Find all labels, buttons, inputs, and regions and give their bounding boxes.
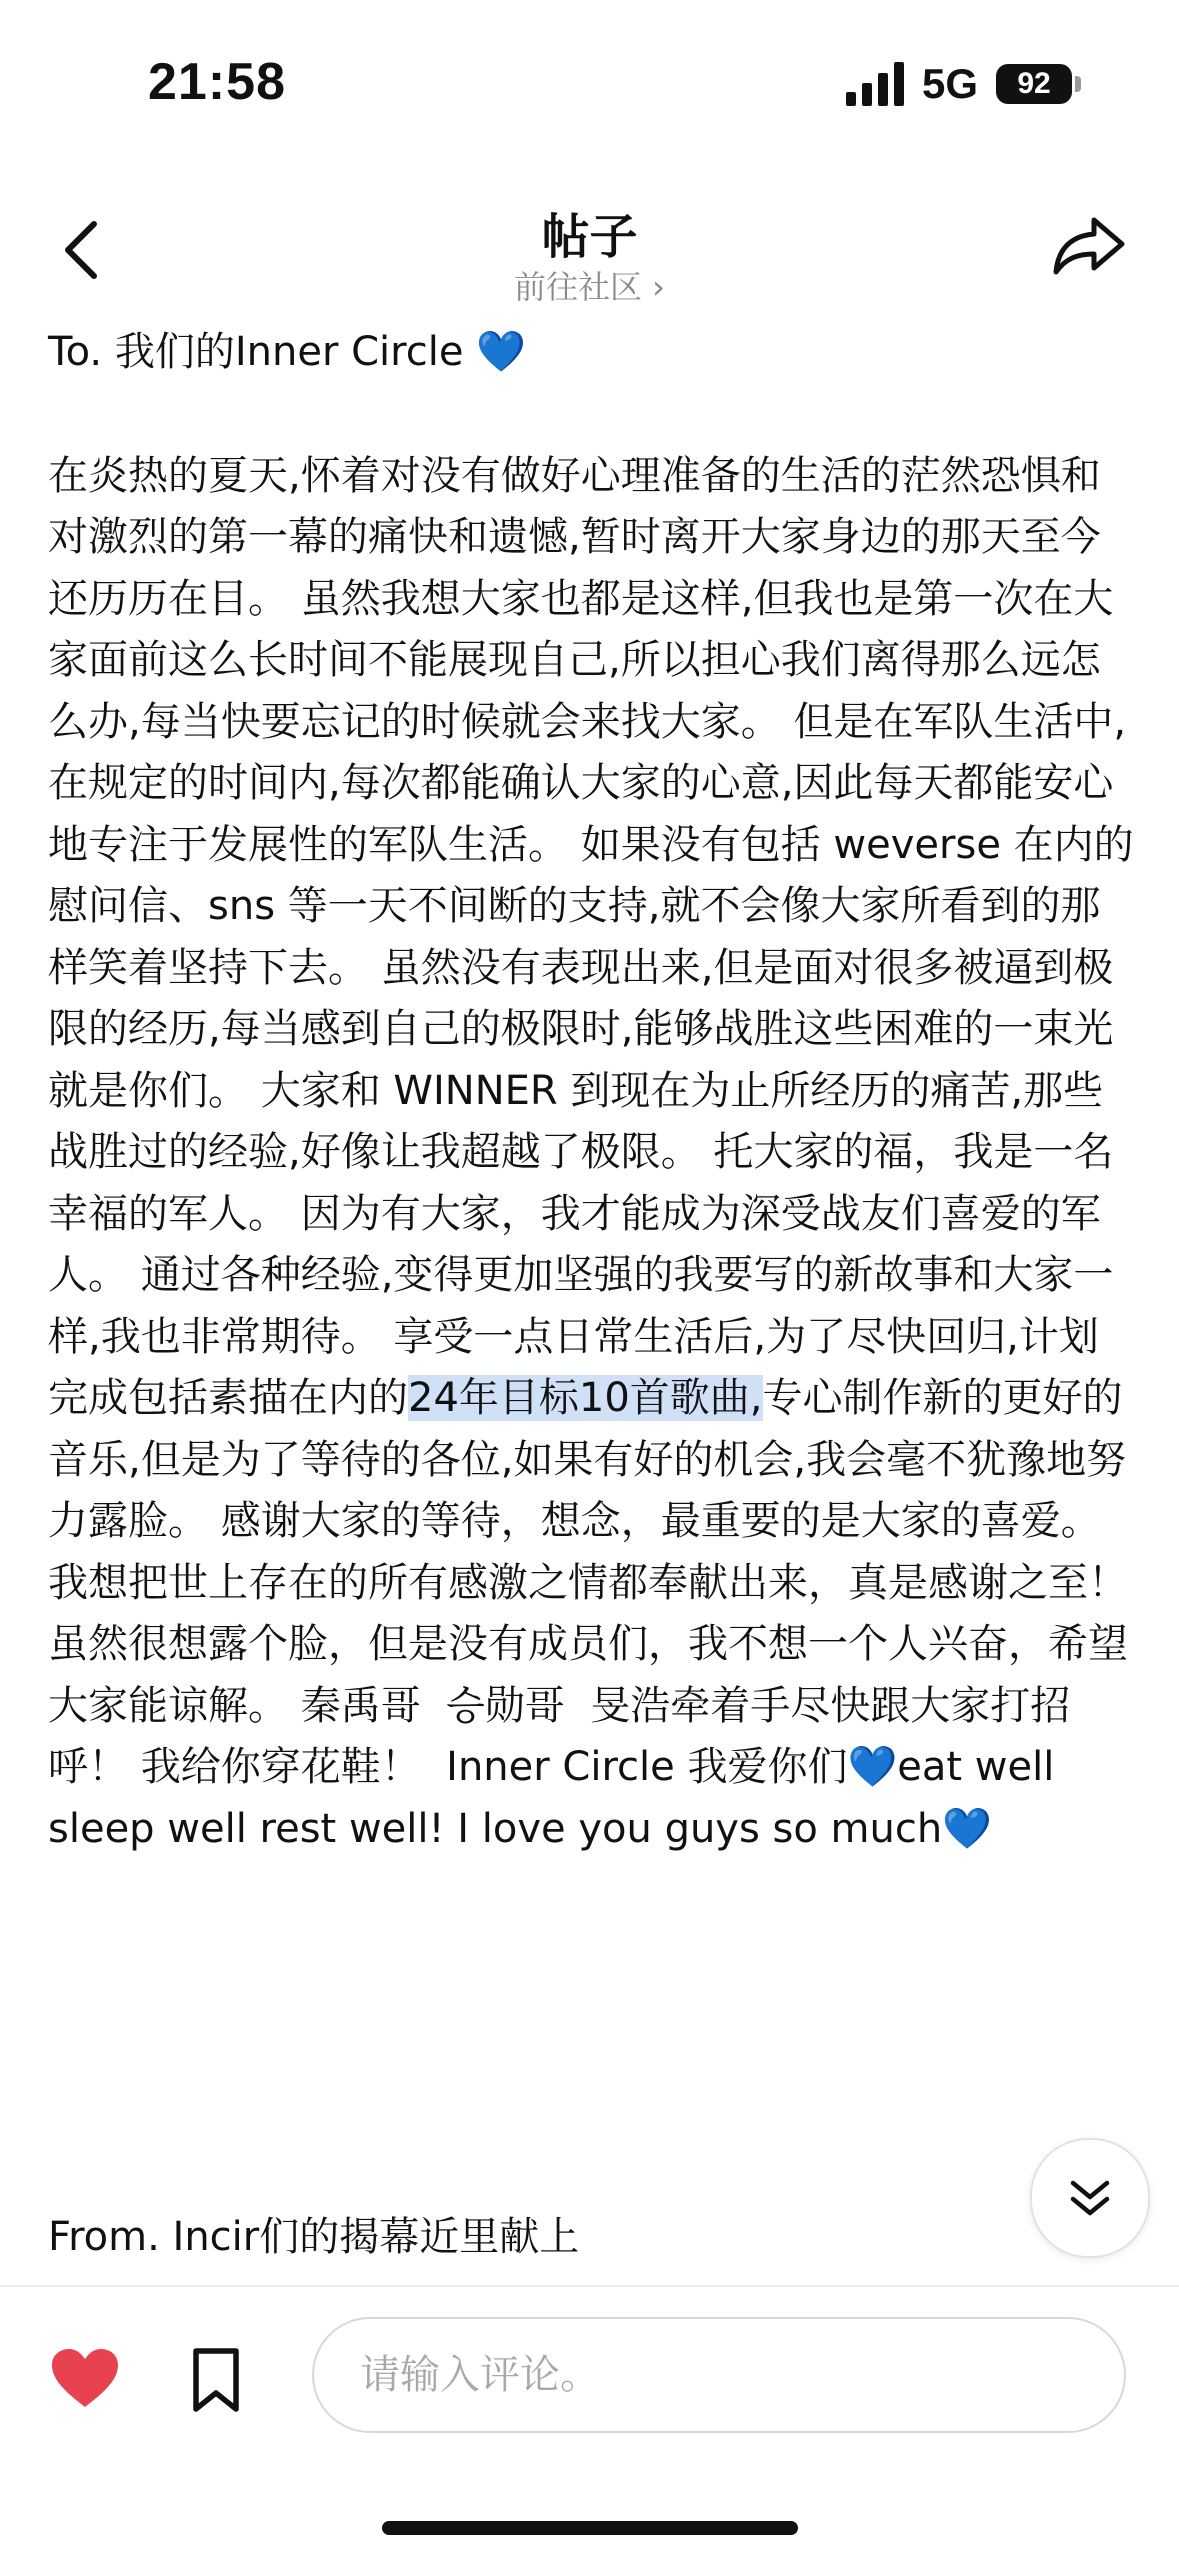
- body-text-part2: 专心制作新的更好的音乐,但是为了等待的各位,如果有好的机会,我会毫不犹豫地努力露脸。 感谢大家的等待，想念，最重要的是大家的喜爱。 我想把世上存在的所有感激之情都奉献出来，真是感谢之至！ 虽然很想露个脸，但是没有成员们，我不想一个人兴奋，希望大家能谅解。 秦禹哥 승勋哥 旻浩牵着手尽快跟大家打招呼！ 我给你穿花鞋！ Inner Circle 我爱你们: [48, 1375, 1141, 1790]
- battery-nub: [1075, 76, 1081, 92]
- highlighted-text: 24年目标10首歌曲,: [408, 1375, 763, 1421]
- scroll-down-button[interactable]: [1030, 2138, 1150, 2258]
- battery-icon: [996, 64, 1072, 104]
- blue-heart-emoji: 💙: [476, 329, 526, 375]
- body-text-part1: 在炎热的夏天,怀着对没有做好心理准备的生活的茫然恐惧和对激烈的第一幕的痛快和遗憾,暂时离开大家身边的那天至今还历历在目。 虽然我想大家也都是这样,但我也是第一次在大家面前这么长时间不能展现自己,所以担心我们离得那么远怎么办,每当快要忘记的时候就会来找大家。 但是在军队生活中,在规定的时间内,每次都能确认大家的心意,因此每天都能安心地专注于发展性的军队生活。 如果没有包括 weverse 在内的慰问信、sns 等一天不间断的支持,就不会像大家所看到的那样笑着坚持下去。 虽然没有表现出来,但是面对很多被逼到极限的经历,每当感到自己的极限时,能够战胜这些困难的一束光就是你们。 大家和 WINNER 到现在为止所经历的痛苦,那些战胜过的经验,好像让我超越了极限。 托大家的福，我是一名幸福的军人。 因为有大家，我才能成为深受战友们喜爱的军人。 通过各种经验,变得更加坚强的我要写的新故事和大家一样,我也非常期待。 享受一点日常生活后,为了尽快回归,计划完成包括素描在内的: [48, 452, 1134, 1421]
- status-bar: [0, 0, 1179, 170]
- nav-header: [0, 180, 1179, 320]
- share-button[interactable]: [1050, 210, 1130, 280]
- heart-icon: [50, 2347, 120, 2411]
- bookmark-icon: [186, 2345, 246, 2415]
- post-body: [48, 446, 1141, 1861]
- greeting-text: To. 我们的Inner Circle: [48, 329, 477, 375]
- signal-icon: [846, 62, 906, 106]
- double-chevron-down-icon: [1065, 2173, 1115, 2223]
- network-type: 5G: [922, 60, 979, 107]
- home-indicator[interactable]: [382, 2521, 798, 2535]
- page-title: 帖子: [541, 209, 638, 265]
- post-greeting: [48, 322, 1138, 384]
- post-content: [48, 322, 1141, 1860]
- like-button[interactable]: [50, 2347, 120, 2411]
- post-signoff: From. Incir们的揭幕近里献上: [48, 2214, 580, 2260]
- blue-heart-emoji: 💙: [847, 1744, 898, 1790]
- bookmark-button[interactable]: [186, 2345, 246, 2415]
- body-english-text: eat well sleep well rest well! I love you guys so much: [48, 1744, 1068, 1852]
- blue-heart-emoji: 💙: [942, 1805, 993, 1852]
- status-time: 21:58: [148, 53, 286, 111]
- comment-input[interactable]: [312, 2317, 1126, 2433]
- share-arrow-icon: [1050, 210, 1130, 280]
- community-link[interactable]: 前往社区 ›: [514, 268, 665, 306]
- bottom-bar: [0, 2285, 1179, 2558]
- battery-level: 92: [1017, 67, 1051, 100]
